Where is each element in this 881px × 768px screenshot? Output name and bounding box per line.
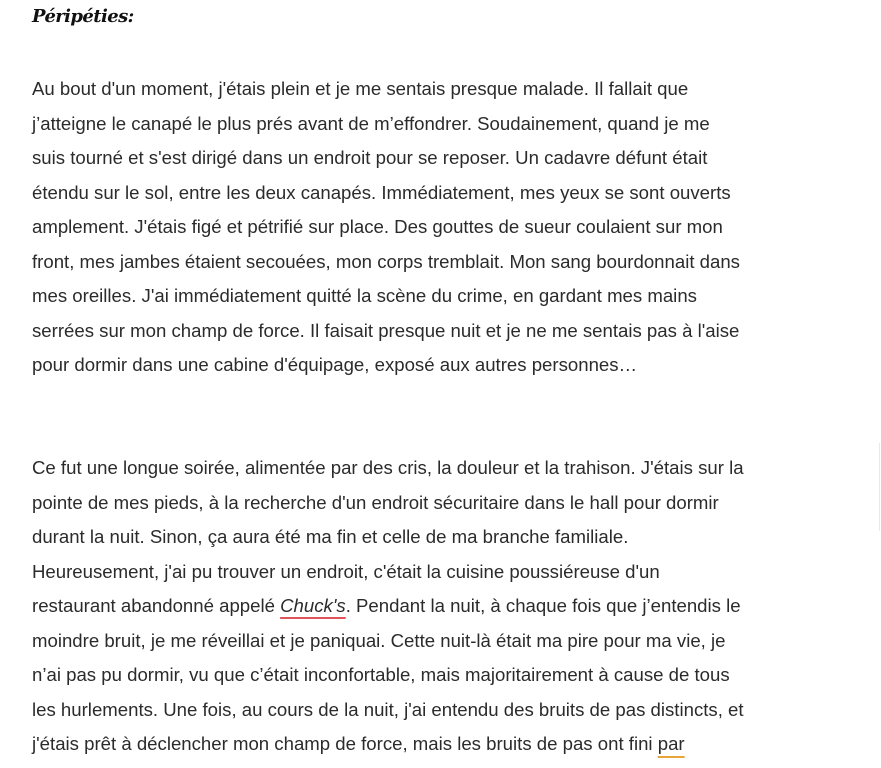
- text-line: front, mes jambes étaient secouées, mon corps tremblait. Mon sang bourdonnait dans: [32, 250, 740, 272]
- text-line: amplement. J'étais figé et pétrifié sur place. Des gouttes de sueur coulaient sur mon: [32, 216, 723, 237]
- paragraph-1[interactable]: [32, 72, 812, 383]
- page-edge-divider: [879, 443, 880, 531]
- text-segment: . Pendant la nuit, à chaque fois que j’entendis le: [345, 595, 741, 616]
- text-line: les hurlements. Une fois, au cours de la nuit, j'ai entendu des bruits de pas distincts, et: [32, 698, 744, 720]
- text-line: n’ai pas pu dormir, vu que c’était inconfortable, mais majoritairement à cause de tous: [32, 664, 730, 685]
- text-line: pour dormir dans une cabine d'équipage, exposé aux autres personnes…: [32, 354, 638, 375]
- text-line-with-spelling-flag: [32, 589, 812, 624]
- text-line: durant la nuit. Sinon, ça aura été ma fin et celle de ma branche familiale.: [32, 526, 629, 547]
- text-line: Heureusement, j'ai pu trouver un endroit, c'était la cuisine poussiéreuse d'un: [32, 560, 660, 582]
- text-line-with-grammar-flag: [32, 727, 812, 762]
- text-segment: j'étais prêt à déclencher mon champ de force, mais les bruits de pas ont fini: [32, 733, 658, 754]
- grammar-suggestion-word[interactable]: par: [657, 733, 685, 754]
- text-line: étendu sur le sol, entre les deux canapés. Immédiatement, mes yeux se sont ouverts: [32, 181, 731, 203]
- text-line: suis tourné et s'est dirigé dans un endroit pour se reposer. Un cadavre défunt était: [32, 147, 708, 168]
- text-segment: restaurant abandonné appelé: [32, 595, 281, 616]
- text-line: moindre bruit, je me réveillai et je paniquai. Cette nuit-là était ma pire pour ma vie, je: [32, 629, 726, 651]
- text-line: mes oreilles. J'ai immédiatement quitté la scène du crime, en gardant mes mains: [32, 285, 697, 306]
- text-line: Ce fut une longue soirée, alimentée par des cris, la douleur et la trahison. J'étais sur la: [32, 457, 744, 478]
- spelling-error-word[interactable]: Chuck's: [280, 595, 346, 616]
- text-line: pointe de mes pieds, à la recherche d'un endroit sécuritaire dans le hall pour dormir: [32, 491, 719, 513]
- text-line: j’atteigne le canapé le plus prés avant de m’effondrer. Soudainement, quand je me: [32, 112, 710, 134]
- paragraph-2[interactable]: [32, 451, 812, 762]
- section-heading: Péripéties:: [32, 6, 134, 27]
- text-line: serrées sur mon champ de force. Il faisait presque nuit et je ne me sentais pas à l'aise: [32, 319, 740, 341]
- text-line: Au bout d'un moment, j'étais plein et je me sentais presque malade. Il fallait que: [32, 78, 689, 99]
